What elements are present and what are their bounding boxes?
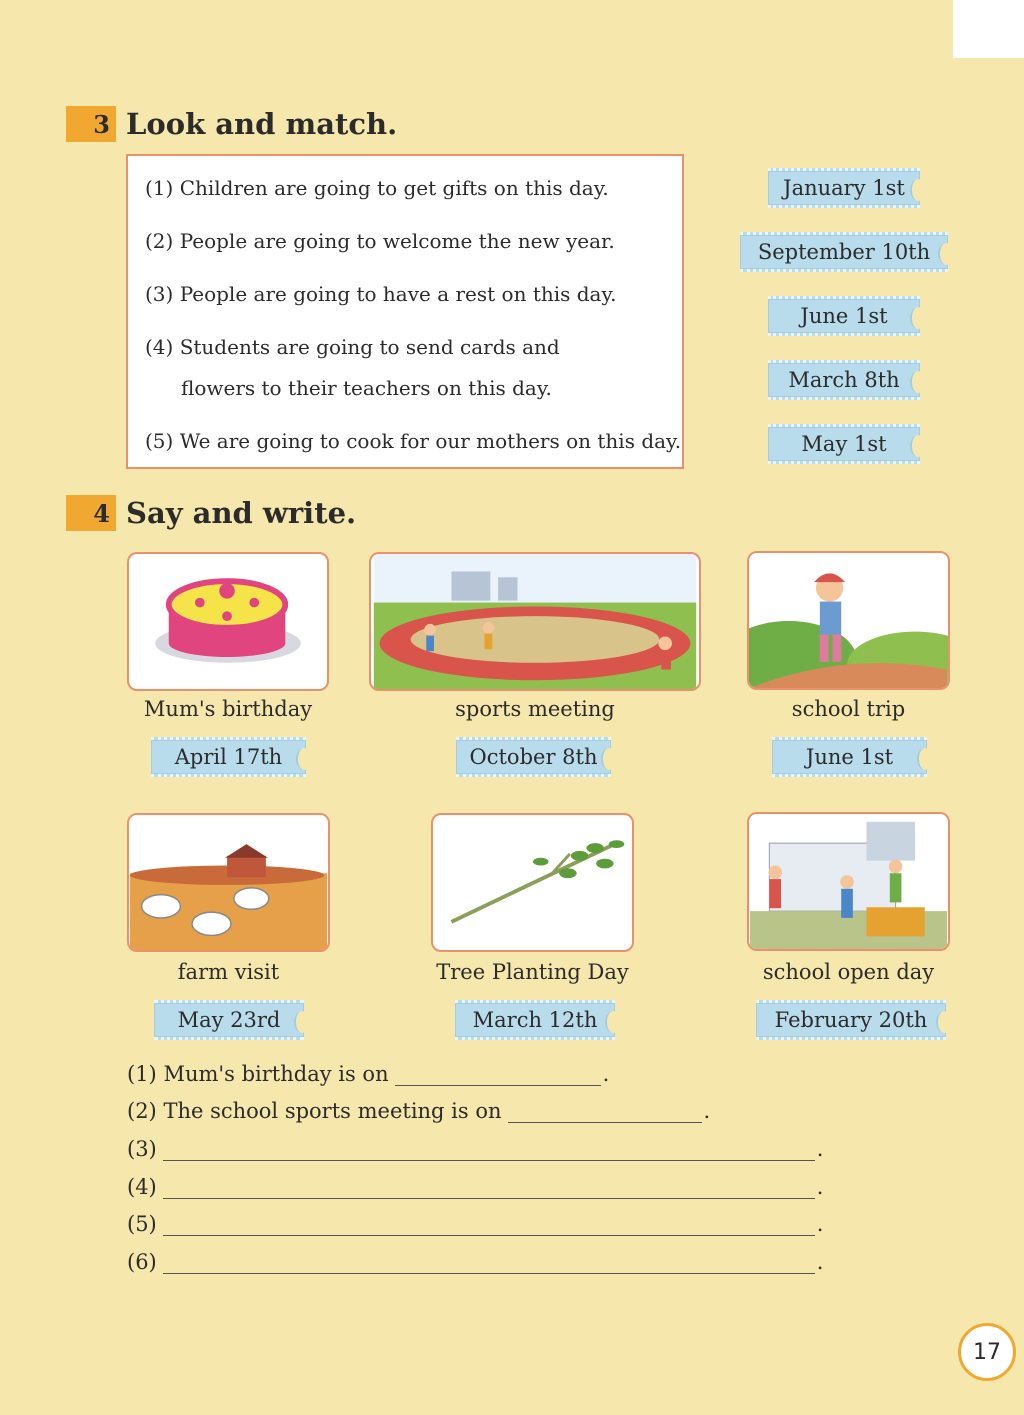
section-3-title: Look and match. <box>126 107 398 141</box>
farm-picture <box>127 813 330 952</box>
date-ticket-february-20: February 20th <box>756 1000 946 1040</box>
sentence-4: (4) Students are going to send cards and <box>145 335 560 359</box>
period-4: . <box>816 1175 824 1199</box>
answer-blank-6[interactable] <box>163 1253 815 1274</box>
caption-sports-meeting: sports meeting <box>455 697 615 721</box>
caption-school-open-day: school open day <box>762 960 935 984</box>
date-ticket-march-12: March 12th <box>455 1000 615 1040</box>
fill-num-4: (4) <box>127 1175 157 1199</box>
answer-blank-4[interactable] <box>163 1178 815 1199</box>
date-ticket-5[interactable]: May 1st <box>768 424 920 464</box>
sentence-5: (5) We are going to cook for our mothers on this day. <box>145 429 682 453</box>
caption-mums-birthday: Mum's birthday <box>143 697 313 721</box>
sentence-3: (3) People are going to have a rest on this day. <box>145 282 617 306</box>
period-3: . <box>816 1137 824 1161</box>
date-ticket-3[interactable]: June 1st <box>768 296 920 336</box>
cake-picture <box>127 552 329 691</box>
caption-farm-visit: farm visit <box>177 960 280 984</box>
fill-line-3 <box>127 1137 823 1161</box>
fill-text-1: Mum's birthday is on <box>163 1062 389 1086</box>
fill-line-1 <box>127 1062 609 1086</box>
date-ticket-october-8: October 8th <box>456 737 611 777</box>
corner-blank <box>953 0 1024 58</box>
date-ticket-4[interactable]: March 8th <box>768 360 920 400</box>
fill-text-2: The school sports meeting is on <box>163 1099 502 1123</box>
date-ticket-april-17: April 17th <box>151 737 306 777</box>
section-4-title: Say and write. <box>126 496 357 530</box>
section-4-header <box>66 493 356 533</box>
tree-branch-picture <box>431 813 634 952</box>
caption-tree-planting-day: Tree Planting Day <box>436 960 629 984</box>
answer-blank-3[interactable] <box>163 1140 815 1161</box>
sentence-2: (2) People are going to welcome the new year. <box>145 229 615 253</box>
sports-track-picture <box>369 552 701 691</box>
period-2: . <box>703 1099 711 1123</box>
fill-line-2 <box>127 1099 710 1123</box>
section-4-number: 4 <box>66 495 116 531</box>
fill-line-5 <box>127 1212 823 1236</box>
period-1: . <box>602 1062 610 1086</box>
sentence-1: (1) Children are going to get gifts on this day. <box>145 176 609 200</box>
fill-num-2: (2) <box>127 1099 157 1123</box>
fill-line-4 <box>127 1175 823 1199</box>
school-open-day-picture <box>747 812 950 951</box>
date-ticket-1[interactable]: January 1st <box>768 168 920 208</box>
answer-blank-5[interactable] <box>163 1215 815 1236</box>
date-ticket-june-1: June 1st <box>772 737 927 777</box>
period-5: . <box>816 1212 824 1236</box>
caption-school-trip: school trip <box>791 697 906 721</box>
sentence-4-cont: flowers to their teachers on this day. <box>181 376 552 400</box>
date-ticket-2[interactable]: September 10th <box>740 232 948 272</box>
sentences-box <box>126 154 684 469</box>
fill-num-3: (3) <box>127 1137 157 1161</box>
fill-line-6 <box>127 1250 823 1274</box>
period-6: . <box>816 1250 824 1274</box>
section-3-number: 3 <box>66 106 116 142</box>
school-trip-picture <box>747 551 950 690</box>
section-3-header <box>66 104 397 144</box>
fill-num-5: (5) <box>127 1212 157 1236</box>
fill-num-6: (6) <box>127 1250 157 1274</box>
fill-num-1: (1) <box>127 1062 157 1086</box>
answer-blank-2[interactable] <box>508 1102 702 1123</box>
answer-blank-1[interactable] <box>395 1065 601 1086</box>
date-ticket-may-23: May 23rd <box>154 1000 304 1040</box>
page-number: 17 <box>958 1323 1016 1381</box>
